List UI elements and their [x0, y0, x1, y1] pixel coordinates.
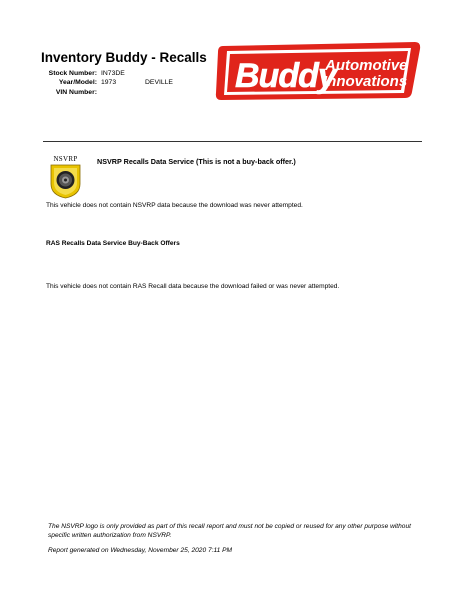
nsvrp-logo-name: NSVRP: [53, 155, 78, 163]
logo-word: Buddy: [235, 57, 336, 95]
nsvrp-section-message: This vehicle does not contain NSVRP data because the download was never attempted.: [46, 202, 303, 209]
nsvrp-badge-icon: [50, 164, 81, 199]
model-value: DEVILLE: [145, 79, 173, 87]
ras-section-message: This vehicle does not contain RAS Recall data because the download failed or was never attempted.: [46, 283, 340, 290]
vehicle-meta: [41, 69, 173, 97]
vin-label: VIN Number:: [55, 88, 97, 96]
logo-line1: Automotive: [325, 57, 408, 74]
logo-line2: Innovations: [323, 73, 408, 90]
stock-number-row: [41, 69, 173, 78]
vin-value: [101, 88, 139, 97]
footer-generated-date: Report generated on Wednesday, November 25, 2020 7:11 PM: [48, 547, 233, 554]
year-value: 1973: [101, 79, 117, 87]
year-model-label: Year/Model:: [58, 79, 97, 87]
stock-number-value: IN73DE: [101, 70, 125, 77]
section-divider: [43, 141, 422, 142]
nsvrp-logo: [45, 155, 86, 199]
report-title: Inventory Buddy - Recalls: [41, 50, 207, 65]
footer-disclaimer: The NSVRP logo is only provided as part of this recall report and must not be copied or reused for any other purpose without specific written authorization from NSVRP.: [48, 523, 411, 540]
vin-row: [41, 88, 173, 97]
year-model-row: [41, 78, 173, 87]
ras-section-title: RAS Recalls Data Service Buy-Back Offers: [46, 240, 180, 247]
nsvrp-section-title: NSVRP Recalls Data Service (This is not a buy-back offer.): [97, 157, 296, 166]
buddy-logo: [213, 40, 423, 102]
stock-number-label: Stock Number:: [48, 70, 97, 77]
